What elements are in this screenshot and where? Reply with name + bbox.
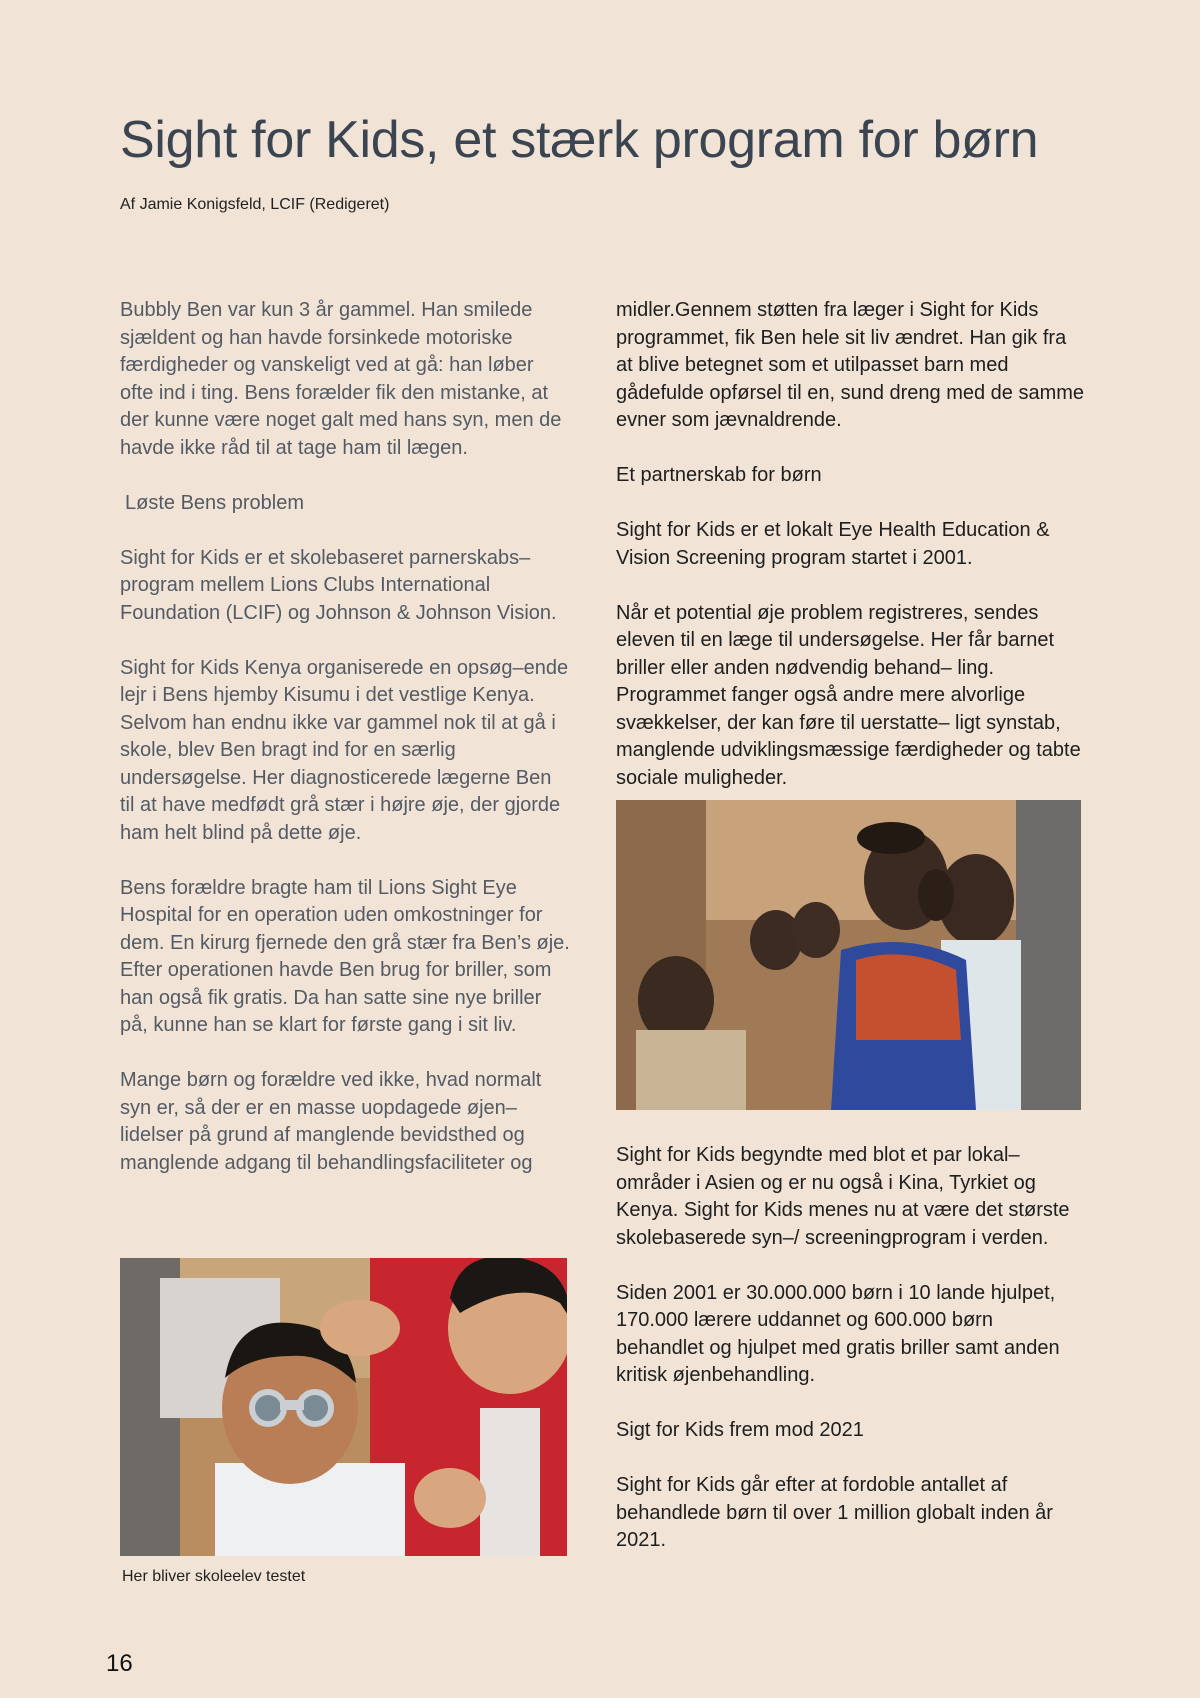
paragraph-expansion: Sight for Kids begyndte med blot et par lokal–områder i Asien og er nu også i Kina, Tyrkiet og Kenya. Sight for Kids menes nu at være det største skolebaserede syn–/ screeningprogram i verden. (616, 1144, 1070, 1249)
section-heading-partnership: Et partnerskab for børn (616, 464, 822, 486)
right-column-continued (616, 1142, 1086, 1582)
paragraph-awareness: Mange børn og forældre ved ikke, hvad normalt syn er, så der er en masse uopdagede øjen–lidelser på grund af manglende bevidsthed og manglende adgang til behandlingsfaciliteter og (120, 1069, 542, 1174)
page-number: 16 (106, 1650, 133, 1677)
photo-caption: Her bliver skoleelev testet (122, 1568, 306, 1585)
paragraph-outcome: midler.Gennem støtten fra læger i Sight for Kids programmet, fik Ben hele sit liv ændret. Han gik fra at blive betegnet som et utilpasset barn med gådefulde opførsel til en, sund dreng med de samme evner som jævnaldrende. (616, 299, 1085, 431)
byline: Af Jamie Konigsfeld, LCIF (Redigeret) (120, 196, 390, 213)
paragraph-program: Sight for Kids er et skolebaseret parnerskabs–program mellem Lions Clubs International Foundation (LCIF) og Johnson & Johnson Vision. (120, 546, 557, 624)
section-heading-2021: Sigt for Kids frem mod 2021 (616, 1419, 864, 1441)
paragraph-local-program: Sight for Kids er et lokalt Eye Health Education & Vision Screening program startet i 2001. (616, 519, 1050, 569)
eye-test-photo (120, 1258, 567, 1556)
paragraph-kenya-camp: Sight for Kids Kenya organiserede en opsøg–ende lejr i Bens hjemby Kisumu i det vestlige Kenya. Selvom han endnu ikke var gammel nok til at gå i skole, blev Ben bragt ind for en særlig undersøgelse. Her diagnosticerede lægerne Ben til at have medfødt grå stær i højre øje, der gjorde ham helt blind på dette øje. (120, 656, 569, 844)
paragraph-screening: Når et potential øje problem registreres, sendes eleven til en læge til undersøgelse. Her får barnet briller eller anden nødvendig behand– ling. Programmet fanger også andre mere alvorlige svækkelser, der kan føre til uerstatte– ligt synstab, manglende udviklingsmæssige færdigheder og tabte sociale muligheder. (616, 601, 1081, 789)
paragraph-operation: Bens forældre bragte ham til Lions Sight Eye Hospital for en operation uden omkostninger for dem. En kirurg fjernede den grå stær fra Ben’s øje. Efter operationen havde Ben brug for briller, som han også fik gratis. Da han satte sine nye briller på, kunne han se klart for første gang i sit liv. (120, 876, 570, 1036)
article-title: Sight for Kids, et stærk program for børn (120, 111, 1039, 169)
paragraph-statistics: Siden 2001 er 30.000.000 børn i 10 lande hjulpet, 170.000 lærere uddannet og 600.000 børn behandlet og hjulpet med gratis briller samt anden kritisk øjenbehandling. (616, 1281, 1060, 1386)
section-heading-problem: Løste Bens problem (125, 491, 304, 514)
right-column (616, 297, 1086, 820)
paragraph-goal: Sight for Kids går efter at fordoble antallet af behandlede børn til over 1 million globalt inden år 2021. (616, 1474, 1053, 1551)
paragraph-intro: Bubbly Ben var kun 3 år gammel. Han smilede sjældent og han havde forsinkede motoriske færdigheder og vanskeligt ved at gå: han løber ofte ind i ting. Bens forælder fik den mistanke, at der kunne være noget galt med hans syn, men de havde ikke råd til at tage ham til lægen. (120, 299, 562, 459)
children-queue-photo (616, 800, 1081, 1110)
left-column (120, 297, 570, 1205)
